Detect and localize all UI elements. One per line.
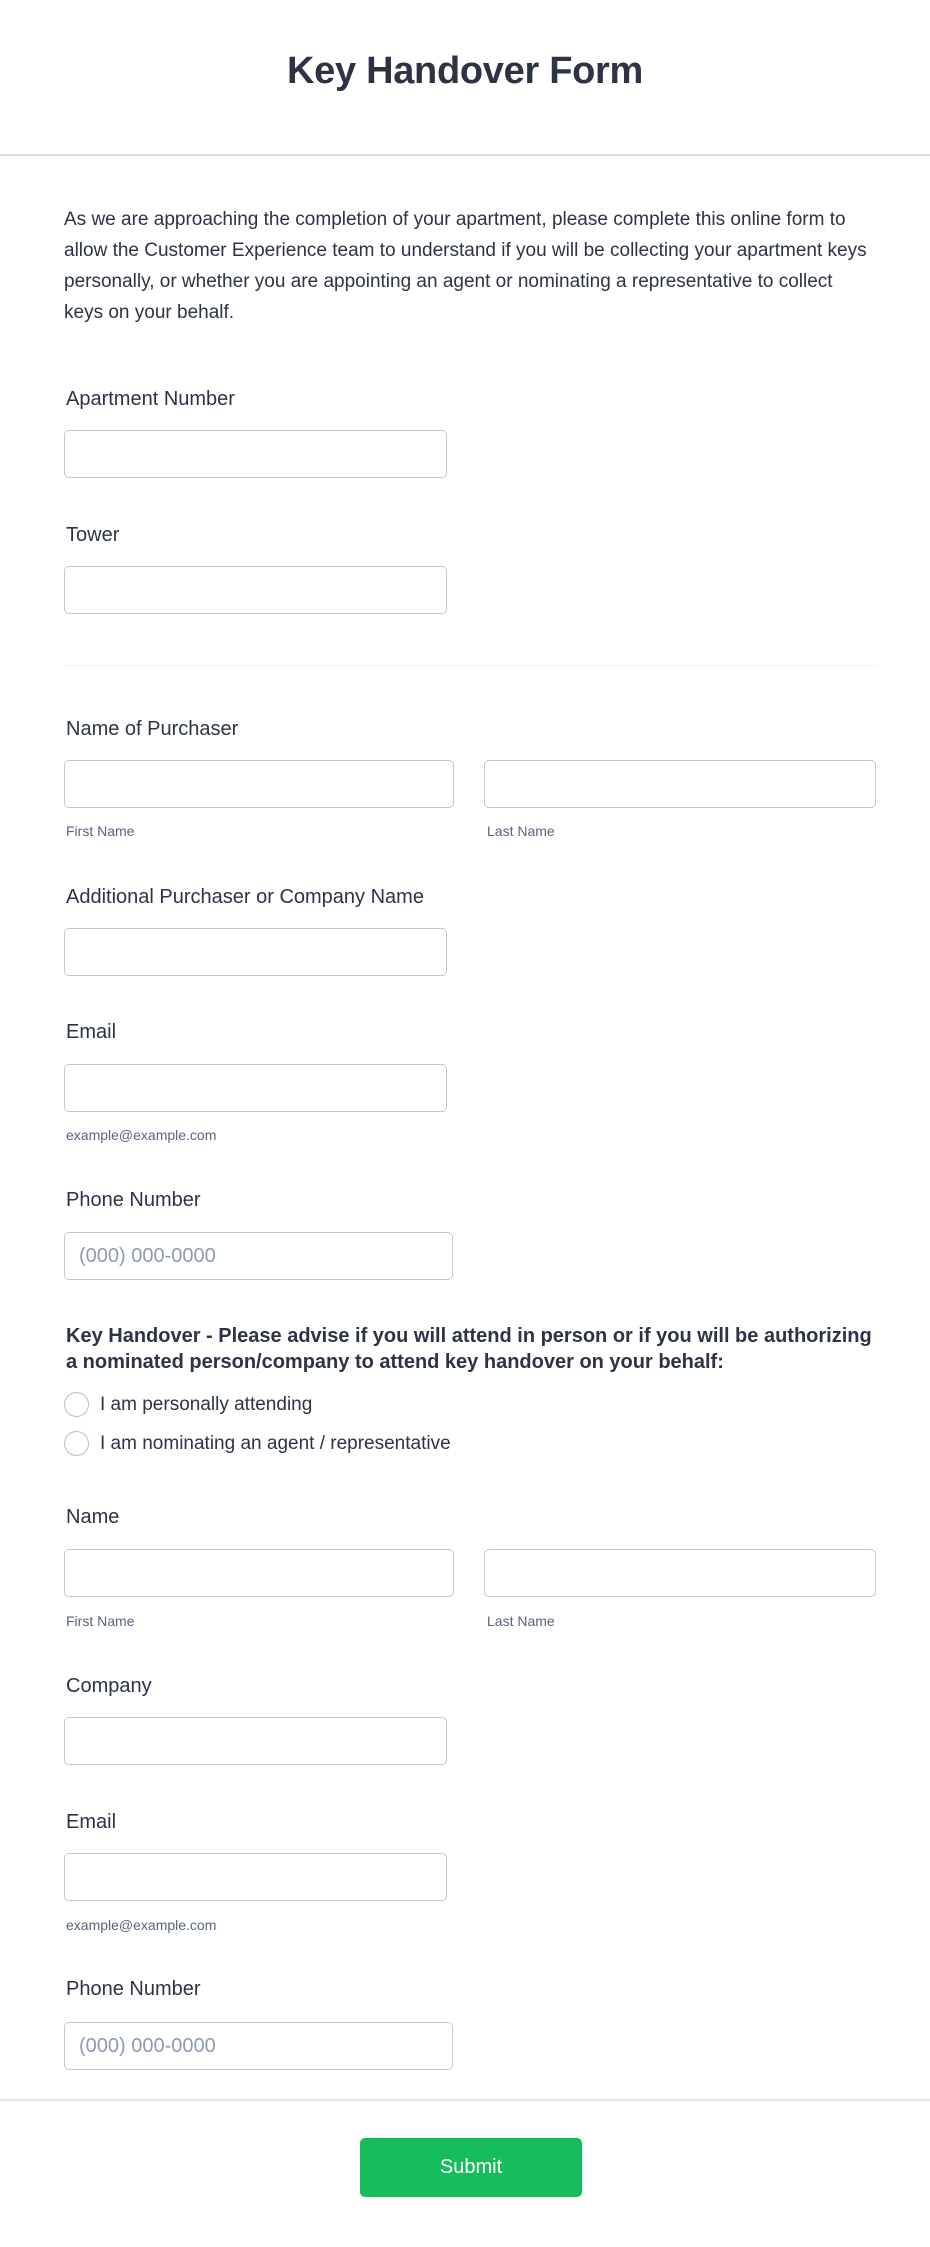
agent-last-name-sublabel: Last Name — [487, 1613, 555, 1629]
purchaser-first-name-input[interactable] — [64, 760, 454, 808]
page-title: Key Handover Form — [287, 50, 643, 92]
purchaser-last-name-input[interactable] — [484, 760, 876, 808]
form-intro: As we are approaching the completion of your apartment, please complete this online form to allow the Customer Experience team to understand if you will be collecting your apartment keys personally, or whether you are appointing an agent or nominating a representative to collect keys on your behalf. — [64, 209, 867, 323]
radio-label: I am nominating an agent / representative — [100, 1432, 451, 1454]
header-divider — [0, 154, 930, 156]
company-label: Company — [66, 1675, 152, 1697]
email-label: Email — [66, 1021, 117, 1043]
radio-option-personally-attending[interactable] — [64, 1392, 312, 1417]
apartment-number-input[interactable] — [64, 430, 447, 478]
agent-phone-label: Phone Number — [66, 1978, 201, 2000]
agent-first-name-input[interactable] — [64, 1549, 454, 1597]
email-input[interactable] — [64, 1064, 447, 1112]
tower-label: Tower — [66, 524, 120, 546]
first-name-sublabel: First Name — [66, 823, 135, 839]
phone-input[interactable] — [64, 1232, 453, 1280]
agent-phone-input[interactable] — [64, 2022, 453, 2070]
tower-input[interactable] — [64, 566, 447, 614]
purchaser-name-label: Name of Purchaser — [66, 718, 239, 740]
radio-option-nominating-agent[interactable] — [64, 1431, 451, 1456]
company-input[interactable] — [64, 1717, 447, 1765]
agent-email-sublabel: example@example.com — [66, 1917, 217, 1933]
section-divider — [64, 665, 876, 666]
footer-divider — [0, 2099, 930, 2101]
additional-purchaser-label: Additional Purchaser or Company Name — [66, 886, 424, 908]
key-handover-question: Key Handover - Please advise if you will attend in person or if you will be authorizing a nominated person/company to attend key handover on your behalf: — [66, 1325, 872, 1373]
radio-button[interactable] — [64, 1431, 89, 1456]
agent-first-name-sublabel: First Name — [66, 1613, 135, 1629]
additional-purchaser-input[interactable] — [64, 928, 447, 976]
agent-name-label: Name — [66, 1506, 120, 1528]
apartment-number-label: Apartment Number — [66, 388, 235, 410]
agent-email-input[interactable] — [64, 1853, 447, 1901]
agent-email-label: Email — [66, 1811, 117, 1833]
email-sublabel: example@example.com — [66, 1127, 217, 1143]
agent-last-name-input[interactable] — [484, 1549, 876, 1597]
phone-label: Phone Number — [66, 1189, 201, 1211]
radio-label: I am personally attending — [100, 1393, 313, 1415]
last-name-sublabel: Last Name — [487, 823, 555, 839]
submit-button[interactable]: Submit — [360, 2138, 582, 2197]
radio-button[interactable] — [64, 1392, 89, 1417]
